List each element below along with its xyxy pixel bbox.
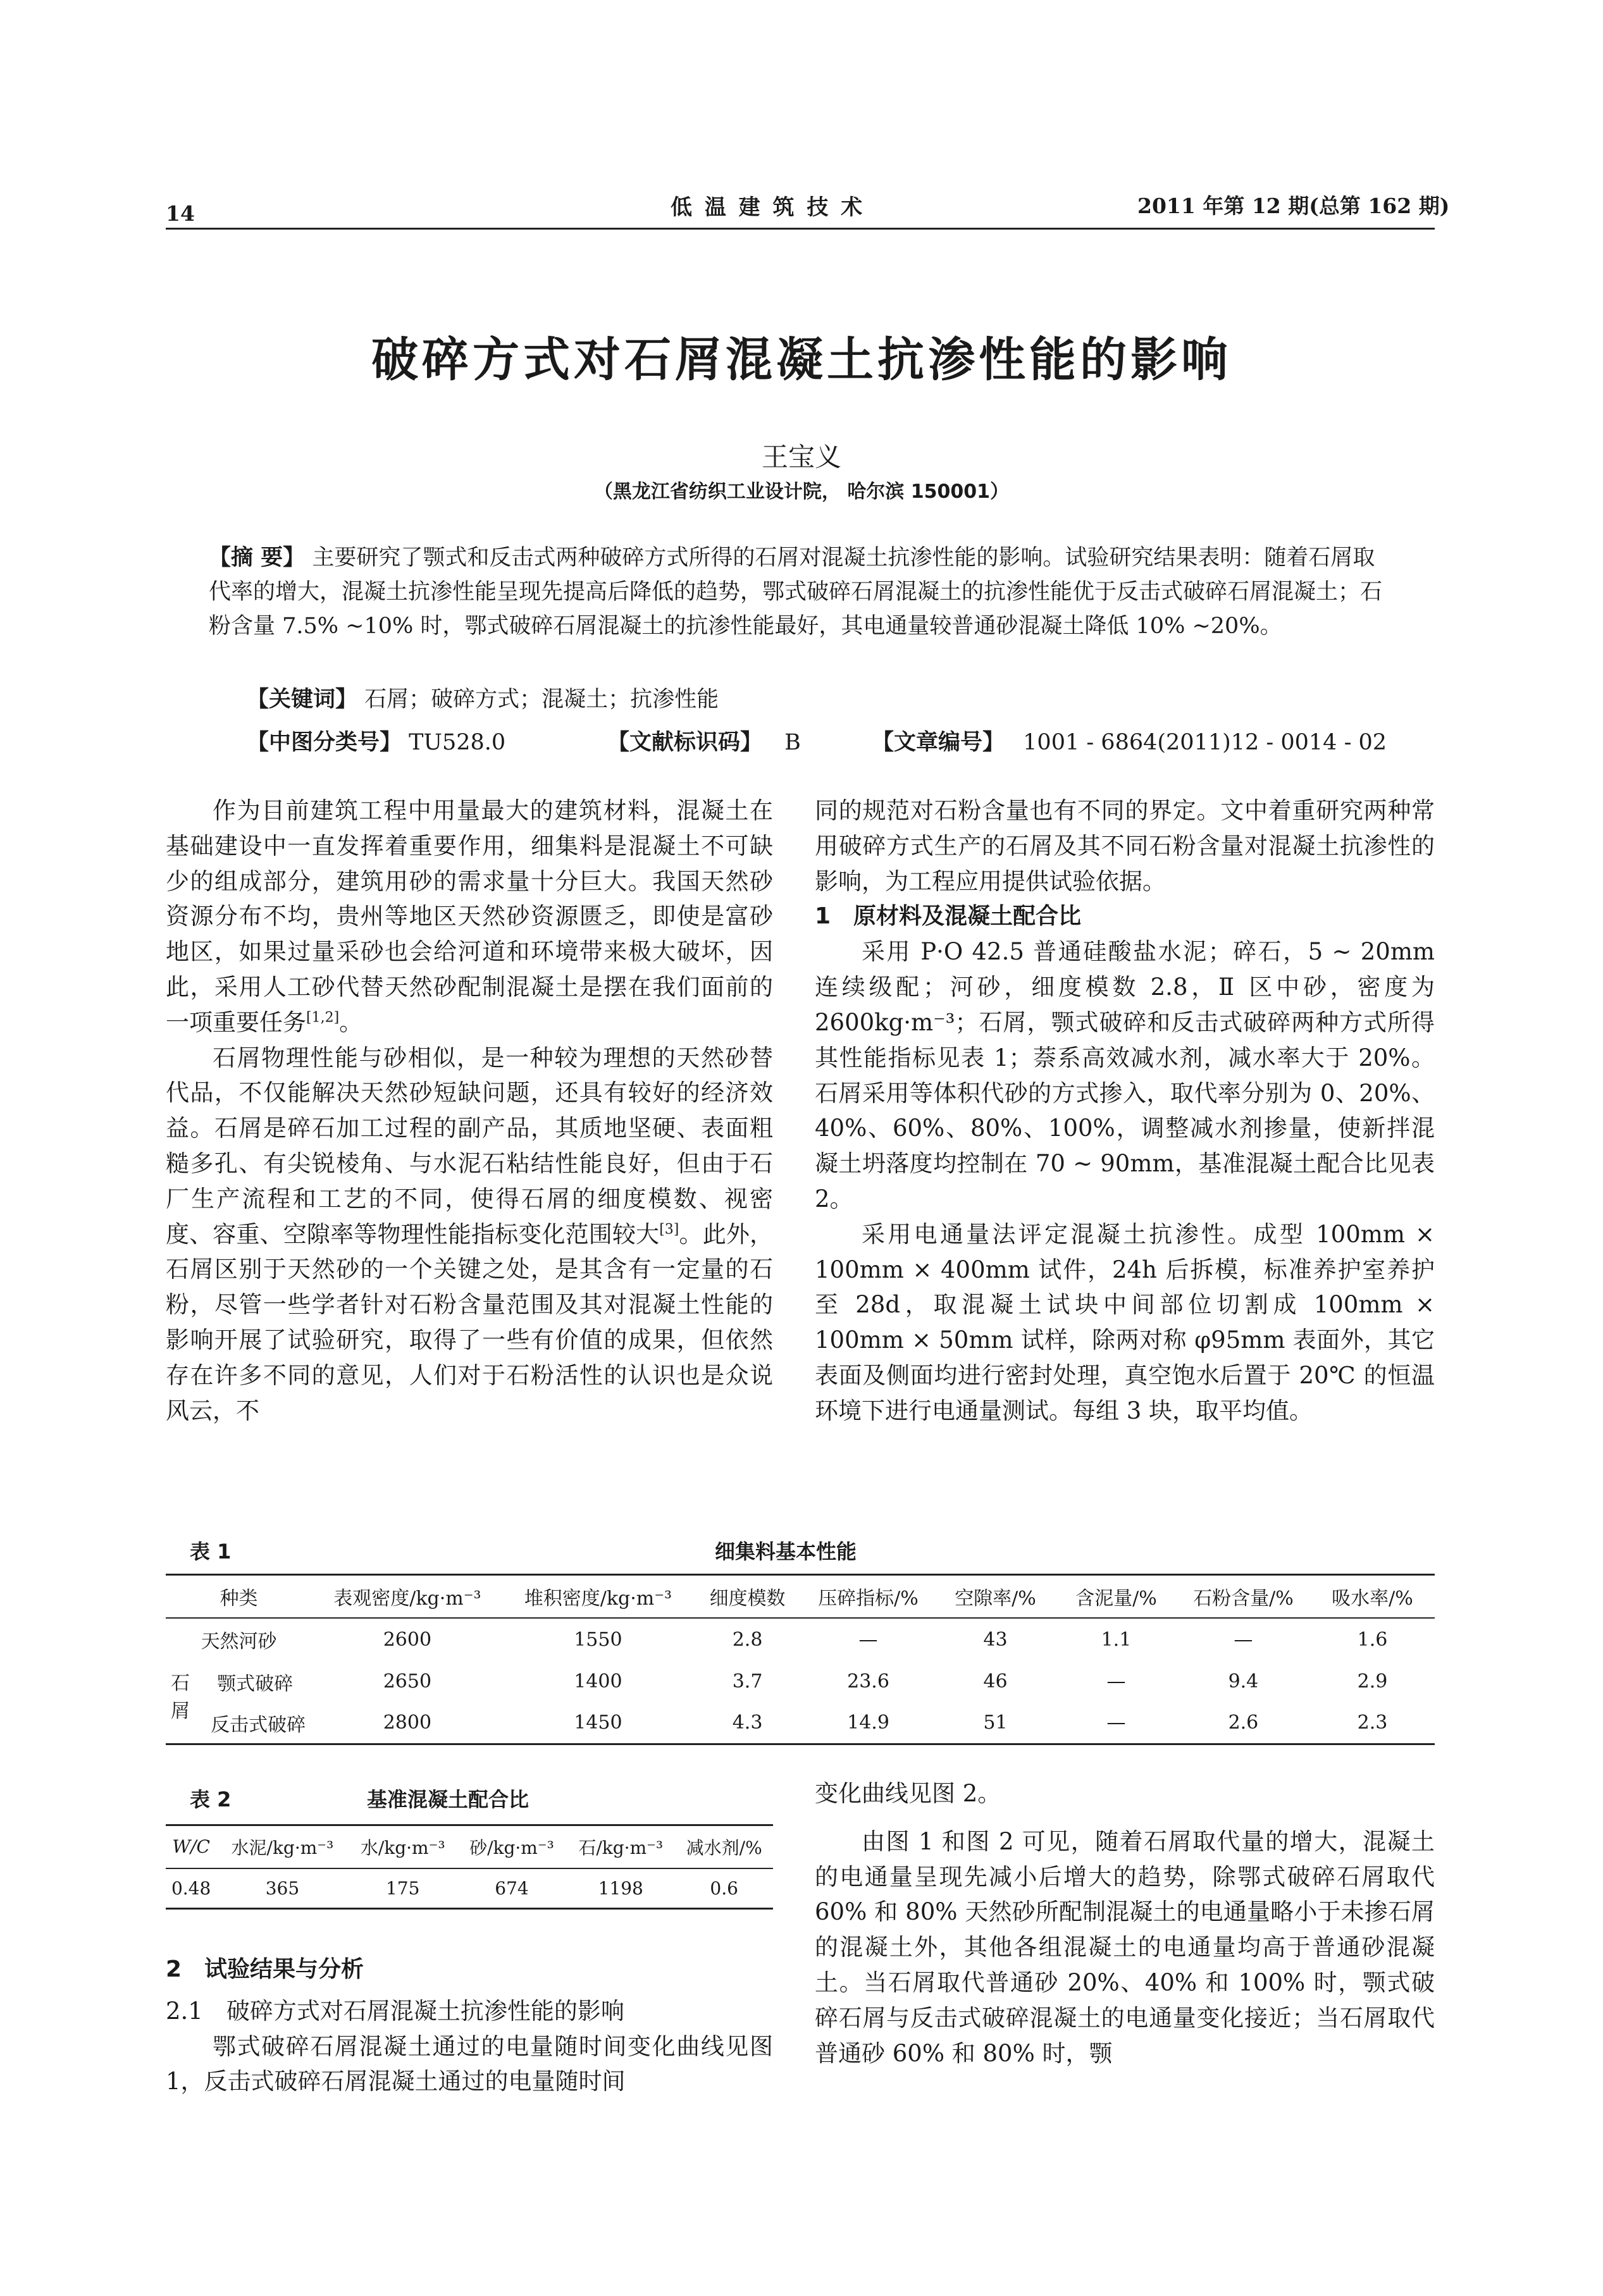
doc-value: B	[784, 730, 801, 755]
table-cell: 天然河砂	[201, 1631, 277, 1653]
table-cell: 1198	[598, 1877, 643, 1899]
table-cell: 46	[983, 1670, 1008, 1693]
table-cell: 2.3	[1357, 1712, 1388, 1734]
table-header: 石/kg·m⁻³	[578, 1837, 664, 1858]
art-label: 【文章编号】	[872, 730, 1005, 755]
table-cell: 2.9	[1357, 1670, 1388, 1693]
clc-value: TU528.0	[409, 730, 506, 755]
paragraph: 鄂式破碎石屑混凝土通过的电量随时间变化曲线见图 1，反击式破碎石屑混凝土通过的电量随时间	[166, 2032, 773, 2095]
table-cell: 1400	[574, 1670, 622, 1693]
table-cell: 2650	[383, 1670, 432, 1693]
affiliation: （黑龙江省纺织工业设计院， 哈尔滨 150001）	[593, 481, 1010, 503]
table-cell: 1.6	[1357, 1628, 1388, 1651]
table-header: 种类	[220, 1587, 258, 1610]
table1-group-label: 石屑	[171, 1672, 190, 1722]
table-header: 压碎指标/%	[818, 1587, 919, 1610]
section-heading: 1 原材料及混凝土配合比	[815, 903, 1082, 930]
table-row	[166, 1703, 1435, 1744]
issue-info: 2011 年第 12 期(总第 162 期)	[1137, 194, 1450, 218]
table-row	[166, 1661, 1435, 1703]
table-cell: —	[858, 1628, 878, 1651]
table-cell: 2800	[383, 1712, 432, 1734]
paragraph: 由图 1 和图 2 可见，随着石屑取代量的增大，混凝土的电通量呈现先减小后增大的趋势，除鄂式破碎石屑取代 60% 和 80% 天然砂所配制混凝土的电通量略小于未掺石屑的混凝土外，其他各组混凝土的电通量均高于普通砂混凝土。当石屑取代普通砂 20%、40% 和 100% 时，颚式破碎石屑与反击式破碎混凝土的电通量变化接近；当石屑取代普通砂 60% 和 80% 时，颚	[815, 1827, 1435, 2067]
abstract-label: 【摘 要】	[209, 545, 306, 571]
table-header: 水泥/kg·m⁻³	[231, 1837, 334, 1858]
table-cell: —	[1234, 1628, 1253, 1651]
table-cell: 43	[983, 1628, 1008, 1651]
doc-code	[607, 725, 801, 756]
right-column	[815, 793, 1435, 1429]
art-value: 1001 - 6864(2011)12 - 0014 - 02	[1023, 730, 1387, 755]
lower-left-column	[166, 1952, 773, 2099]
table-header: 减水剂/%	[686, 1837, 762, 1858]
keywords-text: 石屑；破碎方式；混凝土；抗渗性能	[364, 687, 719, 712]
table-header: 含泥量/%	[1075, 1587, 1157, 1610]
table-header: 堆积密度/kg·m⁻³	[524, 1587, 672, 1610]
table-cell: 1450	[574, 1712, 622, 1734]
table-row	[166, 1618, 1435, 1661]
table2-label: 表 2	[190, 1787, 232, 1811]
table-header-row	[166, 1575, 1435, 1618]
table-cell: 3.7	[732, 1670, 763, 1693]
table-cell: 9.4	[1228, 1670, 1259, 1693]
article-title: 破碎方式对石屑混凝土抗渗性能的影响	[371, 333, 1232, 387]
table1	[166, 1574, 1435, 1745]
paragraph: 采用电通量法评定混凝土抗渗性。成型 100mm × 100mm × 400mm 试件，24h 后拆模，标准养护室养护至 28d，取混凝土试块中间部位切割成 100mm × 100mm × 50mm 试样，除两对称 φ95mm 表面外，其它表面及侧面均进行密封处理，真空饱水后置于 20℃ 的恒温环境下进行电通量测试。每组 3 块，取平均值。	[815, 1220, 1435, 1424]
keywords	[247, 682, 719, 713]
table-cell: —	[1106, 1712, 1126, 1734]
subsection-heading: 2.1 破碎方式对石屑混凝土抗渗性能的影响	[166, 1997, 624, 2025]
table-cell: 反击式破碎	[211, 1713, 306, 1736]
table-cell: —	[1106, 1670, 1126, 1693]
table-cell: 1550	[574, 1628, 622, 1651]
table2	[166, 1824, 773, 1910]
table-cell: 674	[495, 1877, 529, 1899]
table-header: 空隙率/%	[955, 1587, 1036, 1610]
table1-caption: 细集料基本性能	[715, 1540, 857, 1564]
table-row	[166, 1868, 773, 1909]
table2-caption: 基准混凝土配合比	[367, 1787, 529, 1811]
table-cell: 4.3	[732, 1712, 763, 1734]
table-header: 石粉含量/%	[1193, 1587, 1294, 1610]
table-header: 细度模数	[709, 1587, 786, 1610]
table-cell: 2.8	[732, 1628, 763, 1651]
paragraph: 石屑物理性能与砂相似，是一种较为理想的天然砂替代品，不仅能解决天然砂短缺问题，还具有较好的经济效益。石屑是碎石加工过程的副产品，其质地坚硬、表面粗糙多孔、有尖锐棱角、与水泥石粘结性能良好，但由于石厂生产流程和工艺的不同，使得石屑的细度模数、视密度、容重、空隙率等物理性能指标变化范围较大[3]。此外，石屑区别于天然砂的一个关键之处，是其含有一定量的石粉，尽管一些学者针对石粉含量范围及其对混凝土性能的影响开展了试验研究，取得了一些有价值的成果，但依然存在许多不同的意见，人们对于石粉活性的认识也是众说风云，不	[166, 1044, 774, 1424]
left-column	[166, 793, 773, 1428]
table-cell: 14.9	[847, 1712, 889, 1734]
lower-right-column	[815, 1776, 1435, 2071]
article-number	[872, 725, 1387, 756]
table-cell: 0.6	[710, 1877, 738, 1899]
table1-label: 表 1	[190, 1540, 232, 1564]
paragraph: 变化曲线见图 2。	[815, 1780, 1001, 1807]
paragraph: 采用 P·O 42.5 普通硅酸盐水泥；碎石，5 ~ 20mm 连续级配；河砂，细度模数 2.8，Ⅱ 区中砂，密度为 2600kg·m⁻³；石屑，颚式破碎和反击式破碎两种方式所得其性能指标见表 1；萘系高效减水剂，减水率大于 20%。石屑采用等体积代砂的方式掺入，取代率分别为 0、20%、40%、60%、80%、100%，调整减水剂掺量，使新拌混凝土坍落度均控制在 70 ~ 90mm，基准混凝土配合比见表 2。	[815, 938, 1435, 1213]
section-heading: 2 试验结果与分析	[166, 1956, 364, 1982]
page-number: 14	[166, 201, 195, 226]
table-header: 水/kg·m⁻³	[360, 1837, 445, 1858]
abstract-text: 主要研究了颚式和反击式两种破碎方式所得的石屑对混凝土抗渗性能的影响。试验研究结果表明：随着石屑取代率的增大，混凝土抗渗性能呈现先提高后降低的趋势，鄂式破碎石屑混凝土的抗渗性能优于反击式破碎石屑混凝土；石粉含量 7.5% ~10% 时，鄂式破碎石屑混凝土的抗渗性能最好，其电通量较普通砂混凝土降低 10% ~20%。	[209, 545, 1383, 639]
table-cell: 1.1	[1101, 1628, 1132, 1651]
table-header-row	[166, 1825, 773, 1868]
keywords-label: 【关键词】	[247, 687, 358, 712]
clc-number	[247, 725, 505, 756]
table-cell: 175	[385, 1877, 420, 1899]
table-cell: 0.48	[171, 1877, 211, 1899]
paragraph: 同的规范对石粉含量也有不同的界定。文中着重研究两种常用破碎方式生产的石屑及其不同石粉含量对混凝土抗渗性的影响，为工程应用提供试验依据。	[815, 797, 1435, 895]
table-cell: 23.6	[847, 1670, 889, 1693]
table-cell: 51	[983, 1712, 1008, 1734]
table-cell: 365	[265, 1877, 300, 1899]
table-header: 表观密度/kg·m⁻³	[333, 1587, 481, 1610]
clc-label: 【中图分类号】	[247, 730, 402, 755]
table-cell: 2600	[383, 1628, 432, 1651]
journal-name: 低 温 建 筑 技 术	[671, 195, 865, 220]
table-cell: 2.6	[1228, 1712, 1259, 1734]
table-cell: 颚式破碎	[217, 1672, 294, 1695]
table-header: 砂/kg·m⁻³	[469, 1837, 554, 1858]
table-header: W/C	[172, 1836, 210, 1858]
paragraph: 作为目前建筑工程中用量最大的建筑材料，混凝土在基础建设中一直发挥着重要作用，细集料是混凝土不可缺少的组成部分，建筑用砂的需求量十分巨大。我国天然砂资源分布不均，贵州等地区天然砂资源匮乏，即使是富砂地区，如果过量采砂也会给河道和环境带来极大破坏，因此，采用人工砂代替天然砂配制混凝土是摆在我们面前的一项重要任务[1,2]。	[166, 797, 773, 1036]
abstract	[209, 541, 1392, 643]
header-rule	[166, 228, 1435, 230]
doc-label: 【文献标识码】	[607, 730, 763, 755]
author: 王宝义	[761, 441, 841, 472]
table-header: 吸水率/%	[1332, 1587, 1413, 1610]
